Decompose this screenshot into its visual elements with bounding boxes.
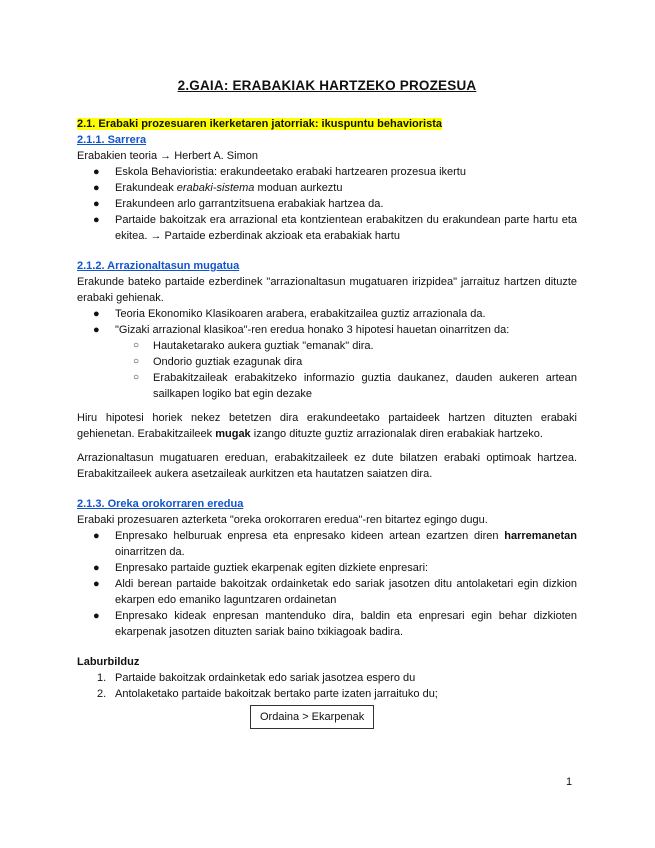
page-title: 2.GAIA: ERABAKIAK HARTZEKO PROZESUA [177, 78, 477, 93]
paragraph-mugak: Hiru hipotesi horiek nekez betetzen dira erakundeetako partaideek hartzen dituzten erabaki gehienetan. Erabakitzaileek mugak izango dituzte guztiz arrazionalak diren erabakiak hartzeko. [77, 412, 577, 440]
sarrera-bullet-list [77, 164, 577, 244]
subsection-heading-2-1-1[interactable]: 2.1.1. Sarrera [77, 134, 147, 146]
list-item: ● Partaide bakoitzak era arrazional eta kontzientean erabakitzen du erakundean parte hartu eta ekitea. → Partaide ezberdinak akzioak eta erabakiak hartu [93, 214, 577, 242]
list-item: ● Enpresako kideak enpresan mantenduko dira, baldin eta enpresari egin behar dizkioten ekarpenak jasotzen dituzten sariak baino txikiagoak badira. [93, 610, 577, 638]
circle-bullet-icon: ○ [133, 372, 140, 383]
list-item: ○ Ondorio guztiak ezagunak dira [133, 356, 303, 368]
document-body [77, 78, 577, 729]
circle-bullet-icon: ○ [133, 340, 140, 351]
section-heading-2-1-text: 2.1. Erabaki prozesuaren ikerketaren jatorriak: ikuspuntu behaviorista [77, 118, 442, 130]
list-item: ● Erakundeen arlo garrantzitsuena erabakiak hartzea da. [93, 198, 384, 210]
page-number: 1 [566, 776, 573, 788]
list-item: ● "Gizaki arrazional klasikoa"-ren eredua honako 3 hipotesi hauetan oinarritzen da: [93, 324, 510, 336]
bullet-icon: ● [93, 182, 100, 194]
bullet-icon: ● [93, 324, 100, 336]
subsection-heading-2-1-2[interactable]: 2.1.2. Arrazionaltasun mugatua [77, 260, 240, 272]
bullet-icon: ● [93, 562, 100, 574]
bullet-icon: ● [93, 214, 100, 226]
list-item: 2. Antolaketako partaide bakoitzak bertako parte izaten jarraituko du; [97, 688, 438, 700]
circle-bullet-icon: ○ [133, 356, 140, 367]
bullet-icon: ● [93, 308, 100, 320]
intro-arrazionaltasun: Erakunde bateko partaide ezberdinek "arrazionaltasun mugatuaren irizpidea" jarraituz hartzen dituzte erabaki gehienak. [77, 276, 577, 304]
list-item: ● Eskola Behavioristia: erakundeetako erabaki hartzearen prozesua ikertu [93, 166, 466, 178]
list-item: ● Enpresako helburuak enpresa eta enpresako kideen artean ezartzen diren harremanetan oinarritzen da. [93, 530, 577, 558]
intro-sarrera: Erabakien teoria → Herbert A. Simon [77, 150, 258, 162]
summary-heading: Laburbilduz [77, 656, 140, 668]
hipotesi-sublist [77, 338, 577, 402]
list-item: ○ Erabakitzaileak erabakitzeko informazio guztia daukanez, dauden aukeren artean sailkapen logiko bat egin dezake [133, 372, 577, 400]
list-item: ● Enpresako partaide guztiek ekarpenak egiten dizkiete enpresari: [93, 562, 429, 574]
list-item: ○ Hautaketarako aukera guztiak "emanak" dira. [133, 340, 374, 352]
list-number: 2. [97, 688, 107, 700]
list-item: ● Teoria Ekonomiko Klasikoaren arabera, erabakitzailea guztiz arrazionala da. [93, 308, 486, 320]
subsection-heading-2-1-3[interactable]: 2.1.3. Oreka orokorraren eredua [77, 498, 244, 510]
intro-oreka: Erabaki prozesuaren azterketa "oreka orokorraren eredua"-ren bitartez egingo dugu. [77, 514, 488, 526]
list-item: ● Erakundeak erabaki-sistema moduan aurkeztu [93, 182, 343, 194]
bullet-icon: ● [93, 610, 100, 622]
arrazionaltasun-bullet-list [77, 306, 577, 338]
bullet-icon: ● [93, 166, 100, 178]
list-item: 1. Partaide bakoitzak ordainketak edo sariak jasotzea espero du [97, 672, 416, 684]
list-number: 1. [97, 672, 107, 684]
section-heading-2-1 [77, 116, 577, 132]
oreka-bullet-list [77, 528, 577, 640]
paragraph-asetzaileak: Arrazionaltasun mugatuaren ereduan, erabakitzaileek ez dute bilatzen erabaki optimoak hartzea. Erabakitzaileek aukera asetzaileak aurkitzen eta hautatzen saiatzen dira. [77, 452, 577, 480]
formula-box: Ordaina > Ekarpenak [250, 705, 374, 729]
bullet-icon: ● [93, 578, 100, 590]
bullet-icon: ● [93, 530, 100, 542]
list-item: ● Aldi berean partaide bakoitzak ordainketak edo sariak jasotzen ditu antolaketari egin dizkion ekarpen edo emaniko laguntzaren ordainetan [93, 578, 577, 606]
summary-list [77, 670, 577, 702]
bullet-icon: ● [93, 198, 100, 210]
